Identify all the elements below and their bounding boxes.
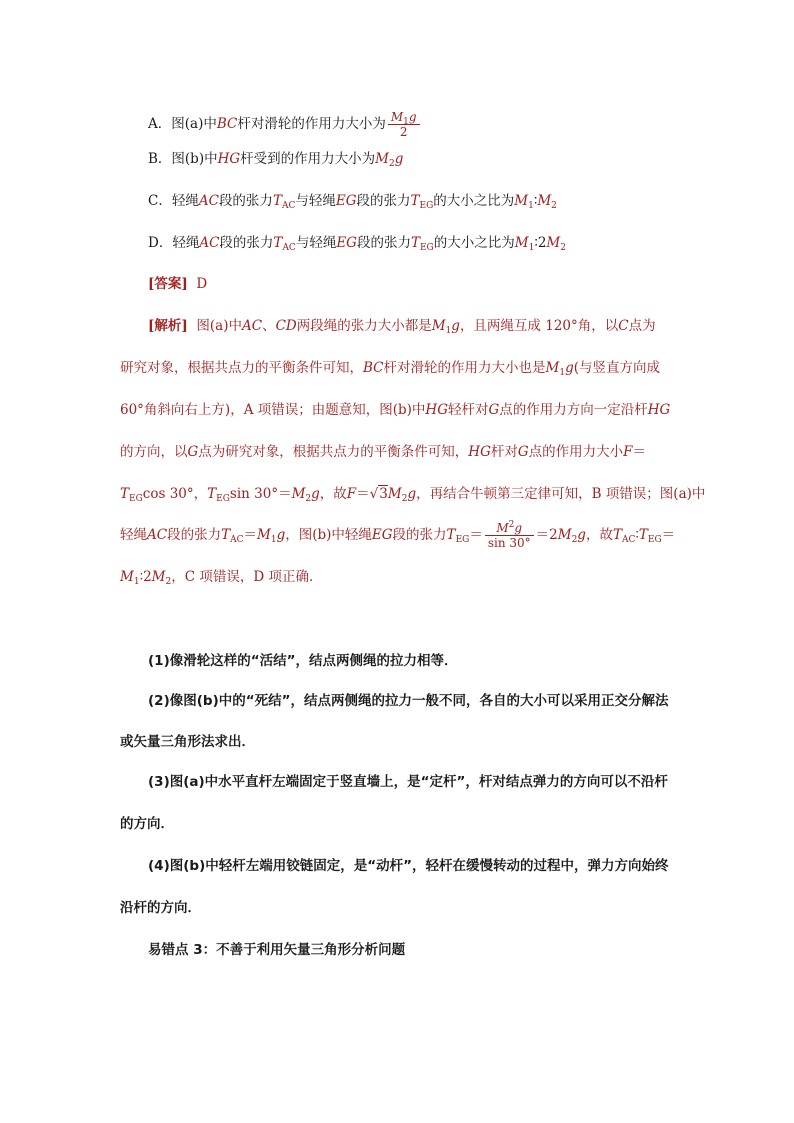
analysis-line-3 xyxy=(120,401,670,419)
option-c-t2-sub: EG xyxy=(419,201,434,211)
option-c-text1: 段的张力 xyxy=(218,193,273,209)
analysis-line-2 xyxy=(120,359,660,377)
text-fragment: T xyxy=(120,486,130,502)
option-d-text2: 与轻绳 xyxy=(295,235,337,251)
text-fragment: ，再结合牛顿第三定律可知，B 项错误；图(a)中 xyxy=(416,486,706,502)
text-fragment: g xyxy=(311,486,320,502)
option-d-text1: 段的张力 xyxy=(219,235,274,251)
option-c-text3: 段的张力 xyxy=(356,193,411,209)
option-a-frac-m: M xyxy=(390,110,404,124)
text-fragment: 轻绳 xyxy=(120,527,147,543)
text-fragment: 点的作用力大小 xyxy=(528,444,624,460)
option-a-frac-g: g xyxy=(408,110,417,124)
option-d-ac: AC xyxy=(199,235,220,251)
text-fragment: 2 xyxy=(165,577,172,587)
summary-point-3b: 的方向． xyxy=(120,816,174,832)
text-fragment: 2 xyxy=(508,520,515,530)
text-fragment: 、 xyxy=(262,318,276,334)
text-fragment: M xyxy=(387,486,402,502)
text-fragment: ，故 xyxy=(585,527,613,543)
text-fragment: T xyxy=(612,527,622,543)
summary-point-2b: 或矢量三角形法求出． xyxy=(120,734,255,750)
option-c-colon: ∶ xyxy=(533,193,538,209)
option-a-bc: BC xyxy=(216,116,238,132)
option-c-t: T xyxy=(272,193,282,209)
summary-point-2a: (2)像图(b)中的“死结”，结点两侧绳的拉力一般不同，各自的大小可以采用正交分解法 xyxy=(148,693,669,709)
text-fragment: ＝ xyxy=(469,527,483,543)
text-fragment: ，且两绳互成 120°角，以 xyxy=(459,318,619,334)
text-fragment: AC xyxy=(147,527,168,543)
option-d-m1-sub: 1 xyxy=(528,243,535,253)
text-fragment: ，故 xyxy=(319,486,347,502)
text-fragment: G xyxy=(517,444,529,460)
text-fragment: 轻杆对 xyxy=(447,402,489,418)
option-c-ac: AC xyxy=(198,193,219,209)
option-d-eg: EG xyxy=(336,235,357,251)
text-fragment: AC xyxy=(230,535,244,545)
option-c-eg: EG xyxy=(335,193,357,209)
analysis-line-6 xyxy=(120,520,675,550)
summary-point-4a: (4)图(b)中轻杆左端用铰链固定，是“动杆”，轻杆在缓慢转动的过程中，弹力方向始终 xyxy=(148,858,669,874)
text-fragment: g xyxy=(577,527,586,543)
option-b-hg: HG xyxy=(217,151,241,167)
text-fragment: AC xyxy=(241,318,263,334)
text-fragment: 段的张力 xyxy=(392,527,447,543)
option-c-m1: M xyxy=(514,193,529,209)
option-c-t2: T xyxy=(410,193,420,209)
text-fragment: sin 30° xyxy=(487,536,531,550)
option-c-m1-sub: 1 xyxy=(528,201,534,211)
option-b xyxy=(148,150,403,168)
text-fragment: EG xyxy=(647,535,662,545)
text-fragment: 60°角斜向右上方)，A 项错误；由题意知，图(b)中 xyxy=(120,402,426,418)
text-fragment: AC xyxy=(621,535,636,545)
text-fragment: sin 30°＝ xyxy=(229,486,292,502)
option-d-t2: T xyxy=(410,235,420,251)
text-fragment: F xyxy=(346,486,357,502)
text-fragment: 图(a)中 xyxy=(196,318,242,334)
text-fragment: ＝ xyxy=(243,527,257,543)
text-fragment: 2 xyxy=(305,494,312,504)
text-fragment: g xyxy=(514,521,523,535)
text-fragment: ，图(b)中轻绳 xyxy=(285,527,372,543)
option-d-t2-sub: EG xyxy=(419,243,434,253)
text-fragment: T xyxy=(207,486,217,502)
text-fragment: ，C 项错误，D 项正确． xyxy=(171,569,323,585)
text-fragment: 段的张力 xyxy=(167,527,222,543)
text-fragment: HG xyxy=(425,402,448,418)
analysis-line-1 xyxy=(148,317,656,335)
option-b-m-sub: 2 xyxy=(389,159,395,169)
text-fragment: ＝ xyxy=(356,486,370,502)
option-a-frac-den: 2 xyxy=(399,125,408,139)
text-fragment: M xyxy=(496,521,509,535)
text-fragment: EG xyxy=(455,535,470,545)
text-fragment: 研究对象，根据共点力的平衡条件可知， xyxy=(120,360,363,376)
option-d-t-sub: AC xyxy=(282,243,296,253)
option-a-fraction xyxy=(388,110,420,139)
text-fragment: 1 xyxy=(133,577,140,587)
text-fragment: 两段绳的张力大小都是 xyxy=(296,318,432,334)
option-c-prefix: C．轻绳 xyxy=(148,193,199,209)
option-a-frac-sub: 1 xyxy=(403,117,409,127)
option-a xyxy=(148,110,422,139)
text-fragment: M xyxy=(545,360,560,376)
text-fragment: M xyxy=(557,527,572,543)
summary-point-1: (1)像滑轮这样的“活结”，结点两侧绳的拉力相等． xyxy=(148,653,458,669)
option-b-prefix: B．图(b)中 xyxy=(148,151,218,167)
text-fragment: EG xyxy=(129,494,143,504)
text-fragment: g xyxy=(407,486,417,502)
text-fragment: EG xyxy=(216,494,230,504)
text-fragment: 杆对滑轮的作用力大小也是 xyxy=(383,360,546,376)
analysis-line-4 xyxy=(120,443,646,461)
option-d-text4: 的大小之比为 xyxy=(433,235,515,251)
analysis-fraction xyxy=(485,521,534,550)
text-fragment: G xyxy=(488,402,500,418)
answer-line xyxy=(148,275,207,293)
text-fragment: 的方向，以 xyxy=(120,444,188,460)
analysis-label: [解析] xyxy=(148,318,188,334)
option-c-text2: 与轻绳 xyxy=(295,193,336,209)
text-fragment: 点为研究对象，根据共点力的平衡条件可知， xyxy=(198,444,469,460)
option-a-prefix: A．图(a)中 xyxy=(148,116,217,132)
text-fragment: ＝ xyxy=(632,444,647,460)
option-d xyxy=(148,234,566,252)
option-a-text: 杆对滑轮的作用力大小为 xyxy=(237,116,386,132)
option-b-m: M xyxy=(375,151,389,167)
text-fragment: 3 xyxy=(379,486,388,502)
option-c-t-sub: AC xyxy=(281,201,296,211)
text-fragment: BC xyxy=(363,360,384,376)
text-fragment: M xyxy=(431,318,446,334)
text-fragment: g xyxy=(565,360,574,376)
option-c-m2: M xyxy=(537,193,552,209)
text-fragment: g xyxy=(276,527,286,543)
text-fragment: M xyxy=(291,486,306,502)
text-fragment: 1 xyxy=(445,326,452,336)
text-fragment: T xyxy=(638,527,648,543)
text-fragment: M xyxy=(151,569,166,585)
text-fragment: ∶ xyxy=(635,527,639,543)
text-fragment: 1 xyxy=(559,368,566,378)
text-fragment: 2 xyxy=(571,535,578,545)
text-fragment: ∶2 xyxy=(139,569,152,585)
option-b-text: 杆受到的作用力大小为 xyxy=(240,151,376,167)
option-d-text3: 段的张力 xyxy=(356,235,411,251)
summary-point-4b: 沿杆的方向． xyxy=(120,900,201,916)
text-fragment: (与竖直方向成 xyxy=(573,360,661,376)
text-fragment: cos 30°， xyxy=(142,486,208,502)
option-d-m2: M xyxy=(546,235,561,251)
option-d-m2-sub: 2 xyxy=(560,243,566,253)
text-fragment: M xyxy=(257,527,271,543)
text-fragment: C xyxy=(618,318,629,334)
text-fragment: 1 xyxy=(270,535,277,545)
option-d-m1: M xyxy=(514,235,529,251)
text-fragment: g xyxy=(451,318,460,334)
option-d-prefix: D．轻绳 xyxy=(148,235,200,251)
option-b-g: g xyxy=(394,151,404,167)
text-fragment: HG xyxy=(647,402,671,418)
analysis-line-5 xyxy=(120,485,705,503)
text-fragment: HG xyxy=(468,444,491,460)
text-fragment: 杆对 xyxy=(490,444,518,460)
analysis-line-7 xyxy=(120,568,322,586)
section-heading-error-point-3: 易错点 3：不善于利用矢量三角形分析问题 xyxy=(148,942,406,958)
text-fragment: F xyxy=(623,444,633,460)
text-fragment: M xyxy=(120,569,134,585)
text-fragment: T xyxy=(221,527,231,543)
text-fragment: 点的作用力方向一定沿杆 xyxy=(499,402,648,418)
text-fragment: CD xyxy=(275,318,297,334)
text-fragment: √ xyxy=(369,486,379,502)
option-d-colon: ∶2 xyxy=(534,235,547,251)
text-fragment: T xyxy=(446,527,456,543)
answer-label: [答案] xyxy=(148,276,188,292)
text-fragment: ＝ xyxy=(661,527,676,543)
text-fragment: G xyxy=(187,444,199,460)
option-d-t: T xyxy=(273,235,283,251)
option-c xyxy=(148,192,557,210)
summary-point-3a: (3)图(a)中水平直杆左端固定于竖直墙上，是“定杆”，杆对结点弹力的方向可以不沿杆 xyxy=(148,774,668,790)
text-fragment: ＝2 xyxy=(535,527,558,543)
text-fragment: EG xyxy=(371,527,393,543)
option-c-text4: 的大小之比为 xyxy=(433,193,515,209)
option-c-m2-sub: 2 xyxy=(551,201,557,211)
answer-value: D xyxy=(196,276,208,292)
text-fragment: 点为 xyxy=(628,318,656,334)
text-fragment: 2 xyxy=(401,494,408,504)
